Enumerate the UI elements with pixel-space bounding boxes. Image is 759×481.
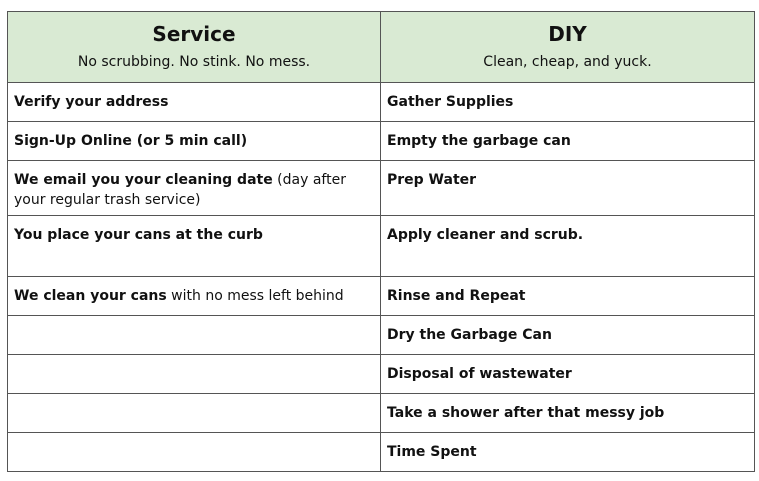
table-row <box>8 355 755 394</box>
diy-cell <box>381 161 755 216</box>
diy-cell <box>381 355 755 394</box>
table-row <box>8 316 755 355</box>
diy-step: Prep Water <box>387 172 477 188</box>
diy-header-cell <box>381 12 755 83</box>
diy-step: Empty the garbage can <box>387 133 571 149</box>
service-step-detail: with no mess left behind <box>166 288 344 304</box>
service-step-bold: We email you your cleaning date <box>14 172 273 188</box>
service-header-cell <box>8 12 381 83</box>
diy-step: Dry the Garbage Can <box>387 327 552 343</box>
service-step-detail: (day after your regular trash service) <box>14 172 346 208</box>
diy-cell <box>381 433 755 472</box>
service-step-bold: Verify your address <box>14 94 169 110</box>
diy-title: DIY <box>548 22 587 46</box>
diy-cell <box>381 83 755 122</box>
table-row <box>8 277 755 316</box>
diy-step: Time Spent <box>387 444 477 460</box>
diy-cell <box>381 277 755 316</box>
service-step-bold: You place your cans at the curb <box>14 227 263 243</box>
diy-cell <box>381 316 755 355</box>
diy-cell <box>381 122 755 161</box>
service-cell <box>8 277 381 316</box>
table-row <box>8 83 755 122</box>
table-row <box>8 394 755 433</box>
diy-step: Apply cleaner and scrub. <box>387 227 584 243</box>
diy-cell <box>381 394 755 433</box>
table-row <box>8 161 755 216</box>
service-cell <box>8 122 381 161</box>
service-cell <box>8 161 381 216</box>
diy-cell <box>381 216 755 277</box>
service-subtitle: No scrubbing. No stink. No mess. <box>77 54 311 70</box>
service-cell <box>8 394 381 433</box>
service-cell <box>8 355 381 394</box>
diy-step: Disposal of wastewater <box>387 366 572 382</box>
service-cell <box>8 433 381 472</box>
table-row <box>8 216 755 277</box>
service-step-bold: Sign-Up Online (or 5 min call) <box>14 133 248 149</box>
service-title: Service <box>152 22 236 46</box>
diy-step: Take a shower after that messy job <box>387 405 665 421</box>
service-step-bold: We clean your cans <box>14 288 167 304</box>
diy-subtitle: Clean, cheap, and yuck. <box>483 54 652 70</box>
header-row <box>8 12 755 83</box>
comparison-table <box>7 11 755 472</box>
service-cell <box>8 216 381 277</box>
table-row <box>8 122 755 161</box>
diy-step: Gather Supplies <box>387 94 514 110</box>
service-cell <box>8 316 381 355</box>
diy-step: Rinse and Repeat <box>387 288 526 304</box>
table-row <box>8 433 755 472</box>
service-cell <box>8 83 381 122</box>
